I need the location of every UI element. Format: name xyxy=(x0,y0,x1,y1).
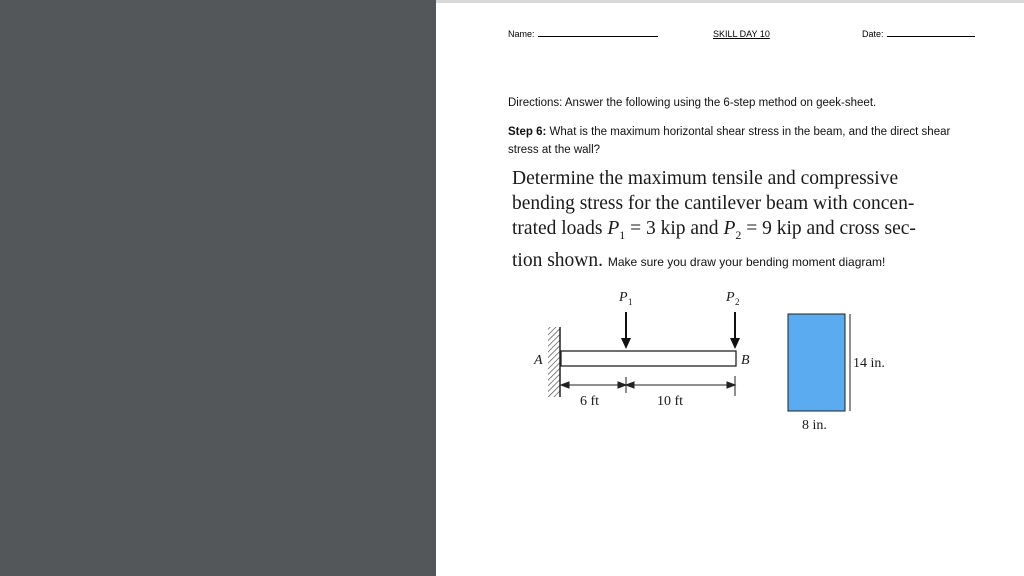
problem-line-3-text: trated loads xyxy=(512,218,608,239)
load-p2-value: = 9 kip and cross sec- xyxy=(741,218,916,239)
load-p2-subscript: 2 xyxy=(735,227,742,242)
dimension-line xyxy=(561,376,735,396)
label-p1-sub: 1 xyxy=(628,297,633,307)
problem-note: Make sure you draw your bending moment diagram! xyxy=(607,254,886,269)
load-p2-arrow xyxy=(730,312,740,349)
wall-support xyxy=(548,327,560,397)
load-p1-subscript: 1 xyxy=(619,227,626,242)
directions-text: Directions: Answer the following using the 6-step method on geek-sheet. xyxy=(508,97,877,109)
label-b: B xyxy=(741,353,750,368)
section-width: 8 in. xyxy=(802,418,827,433)
cross-section xyxy=(788,314,845,411)
dim-6ft: 6 ft xyxy=(580,394,600,409)
load-p1-symbol: P xyxy=(607,218,620,239)
date-label: Date: xyxy=(862,29,884,39)
name-label: Name: xyxy=(508,29,535,39)
section-height: 14 in. xyxy=(853,356,885,371)
dim-10ft: 10 ft xyxy=(657,394,684,409)
label-p2: P xyxy=(726,290,735,305)
beam xyxy=(561,351,736,366)
step-text: What is the maximum horizontal shear stress in the beam, and the direct shear stress at the wall? xyxy=(508,126,951,156)
step-label: Step 6: xyxy=(508,126,547,138)
problem-line-2: bending stress for the cantilever beam with concen- xyxy=(512,193,915,214)
load-p1-arrow xyxy=(621,312,631,349)
problem-line-4-text: tion shown. xyxy=(512,249,604,271)
worksheet-title: SKILL DAY 10 xyxy=(713,29,770,39)
label-a: A xyxy=(534,353,543,368)
load-p2-symbol: P xyxy=(723,218,736,239)
label-p1: P xyxy=(619,290,628,305)
problem-line-1: Determine the maximum tensile and compressive xyxy=(512,168,899,189)
label-p2-sub: 2 xyxy=(735,297,740,307)
load-p1-value: = 3 kip and xyxy=(625,218,724,239)
